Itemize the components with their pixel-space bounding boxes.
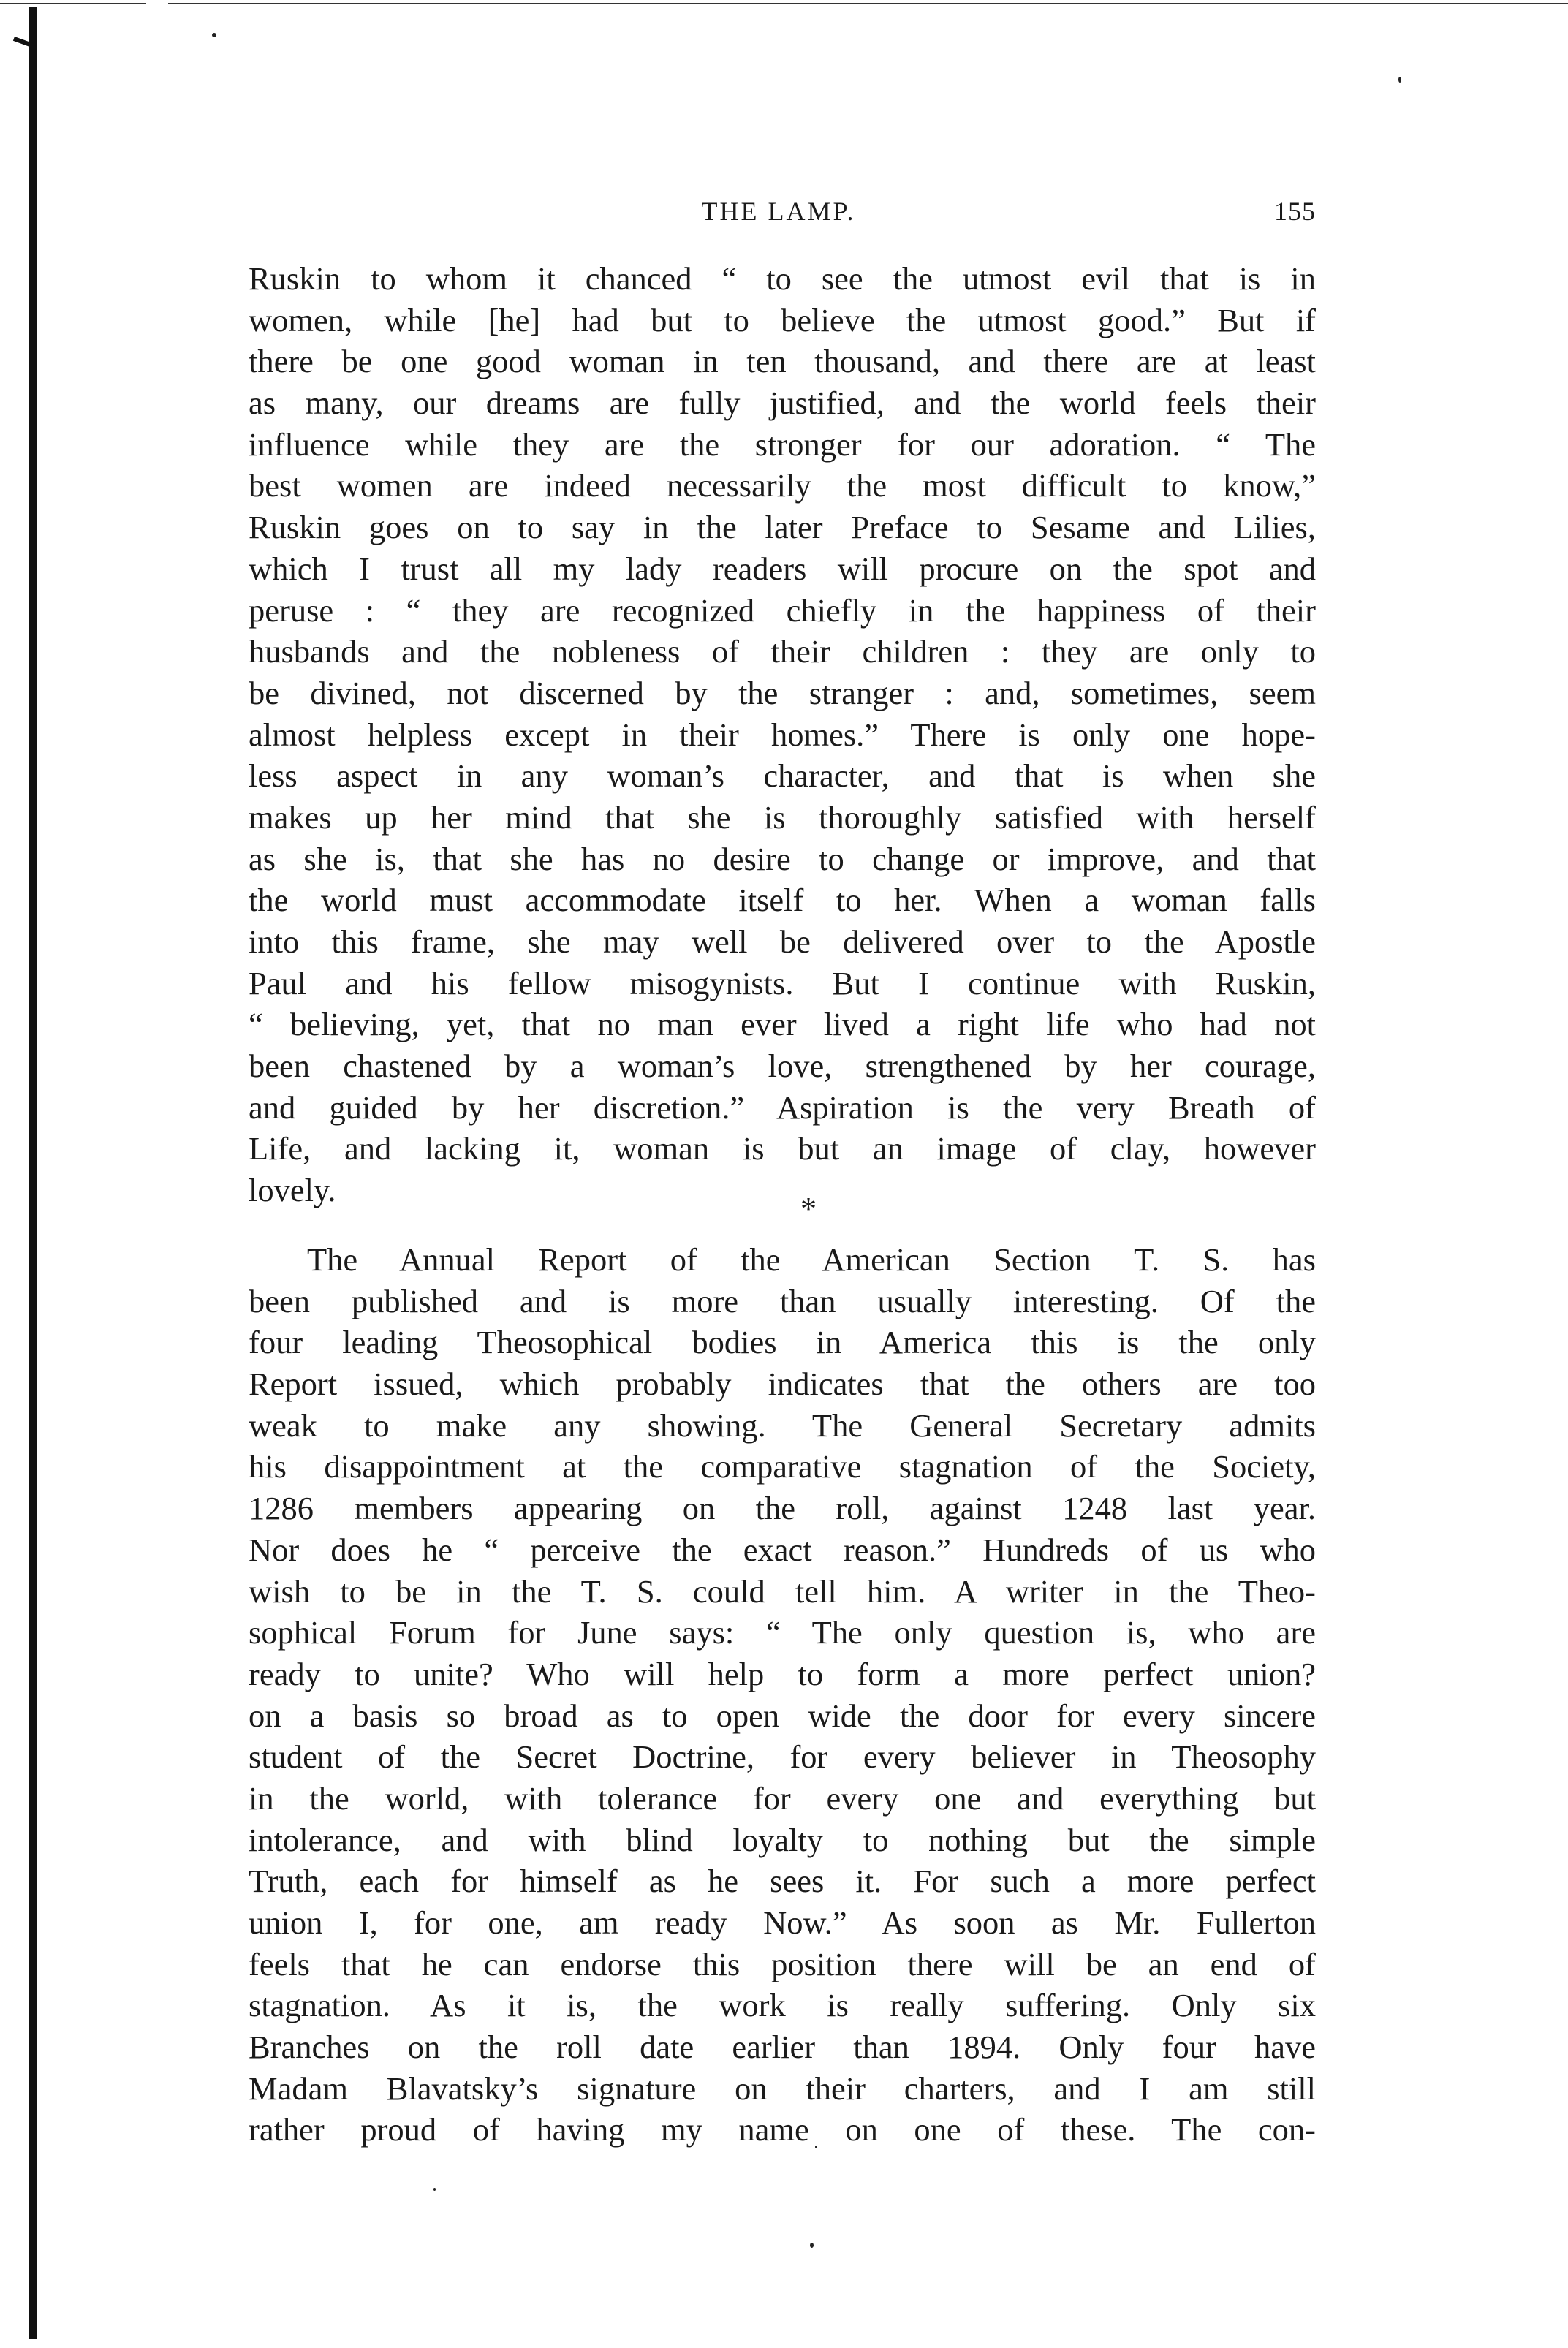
text-line: Branches on the roll date earlier than 1894. Only four have: [249, 2029, 1316, 2066]
text-line: into this frame, she may well be delivered over to the Apostle: [249, 923, 1316, 960]
text-line: Report issued, which probably indicates that the others are too: [249, 1366, 1316, 1403]
text-line: four leading Theosophical bodies in America this is the only: [249, 1324, 1316, 1361]
text-line: influence while they are the stronger for our adoration. “ The: [249, 425, 1316, 463]
scan-speck: [433, 2188, 436, 2191]
page-number: 155: [1274, 197, 1316, 226]
running-header: [241, 189, 1316, 232]
text-line: makes up her mind that she is thoroughly satisfied with herself: [249, 798, 1316, 836]
text-line: student of the Secret Doctrine, for every believer in Theosophy: [249, 1738, 1316, 1776]
text-line: and guided by her discretion.” Aspiration is the very Breath of: [249, 1088, 1316, 1126]
text-line: women, while [he] had but to believe the utmost good.” But if: [249, 301, 1316, 338]
text-line: as many, our dreams are fully justified, and the world feels their: [249, 385, 1316, 422]
text-line: Life, and lacking it, woman is but an image of clay, however: [249, 1130, 1316, 1167]
text-line: be divined, not discerned by the stranger : and, sometimes, seem: [249, 674, 1316, 711]
text-line: in the world, with tolerance for every one and everything but: [249, 1779, 1316, 1817]
text-line: his disappointment at the comparative stagnation of the Society,: [249, 1448, 1316, 1485]
paragraph-annual-report: [249, 1239, 1316, 2151]
text-line: there be one good woman in ten thousand, and there are at least: [249, 343, 1316, 380]
text-line: stagnation. As it is, the work is really suffering. Only six: [249, 1987, 1316, 2024]
text-line: which I trust all my lady readers will procure on the spot and: [249, 550, 1316, 587]
running-title: THE LAMP.: [701, 197, 856, 226]
text-line: the world must accommodate itself to her. When a woman falls: [249, 882, 1316, 919]
text-line: union I, for one, am ready Now.” As soon as Mr. Fullerton: [249, 1904, 1316, 1941]
scan-speck: [212, 33, 216, 37]
text-line: sophical Forum for June says: “ The only question is, who are: [249, 1614, 1316, 1651]
text-line: intolerance, and with blind loyalty to nothing but the simple: [249, 1821, 1316, 1858]
text-line: Madam Blavatsky’s signature on their charters, and I am still: [249, 2069, 1316, 2107]
text-line: wish to be in the T. S. could tell him. A writer in the Theo-: [249, 1572, 1316, 1610]
text-line: best women are indeed necessarily the most difficult to know,”: [249, 467, 1316, 504]
text-line: Ruskin goes on to say in the later Preface to Sesame and Lilies,: [249, 509, 1316, 546]
text-line: Nor does he “ perceive the exact reason.” Hundreds of us who: [249, 1531, 1316, 1568]
text-line: Truth, each for himself as he sees it. For such a more perfect: [249, 1863, 1316, 1900]
text-line: weak to make any showing. The General Secretary admits: [249, 1406, 1316, 1444]
text-line: ready to unite? Who will help to form a more perfect union?: [249, 1655, 1316, 1692]
text-line: feels that he can endorse this position there will be an end of: [249, 1945, 1316, 1982]
scan-speck: [810, 2243, 814, 2248]
text-line: Ruskin to whom it chanced “ to see the utmost evil that is in: [249, 260, 1316, 297]
text-line: “ believing, yet, that no man ever lived a right life who had not: [249, 1006, 1316, 1043]
scan-speck: [1398, 77, 1401, 83]
text-line: Paul and his fellow misogynists. But I continue with Ruskin,: [249, 964, 1316, 1001]
text-line: rather proud of having my name on one of these. The con-: [249, 2111, 1316, 2148]
text-line: peruse : “ they are recognized chiefly in the happiness of their: [249, 591, 1316, 629]
text-line: husbands and the nobleness of their children : they are only to: [249, 633, 1316, 670]
text-line: less aspect in any woman’s character, and that is when she: [249, 757, 1316, 795]
text-line: been published and is more than usually interesting. Of the: [249, 1282, 1316, 1319]
text-line: The Annual Report of the American Section T. S. has: [307, 1241, 1316, 1278]
page-binding-edge: [29, 7, 37, 2339]
section-separator: *: [800, 1191, 817, 1227]
text-line: as she is, that she has no desire to change or improve, and that: [249, 840, 1316, 877]
top-border-rule: [0, 0, 1568, 4]
text-line: on a basis so broad as to open wide the door for every sincere: [249, 1697, 1316, 1734]
paragraph-ruskin: [249, 258, 1316, 1211]
text-line: almost helpless except in their homes.” There is only one hope-: [249, 716, 1316, 753]
text-line: lovely.: [249, 1172, 336, 1209]
text-line: been chastened by a woman’s love, strengthened by her courage,: [249, 1048, 1316, 1085]
text-line: 1286 members appearing on the roll, against 1248 last year.: [249, 1490, 1316, 1527]
